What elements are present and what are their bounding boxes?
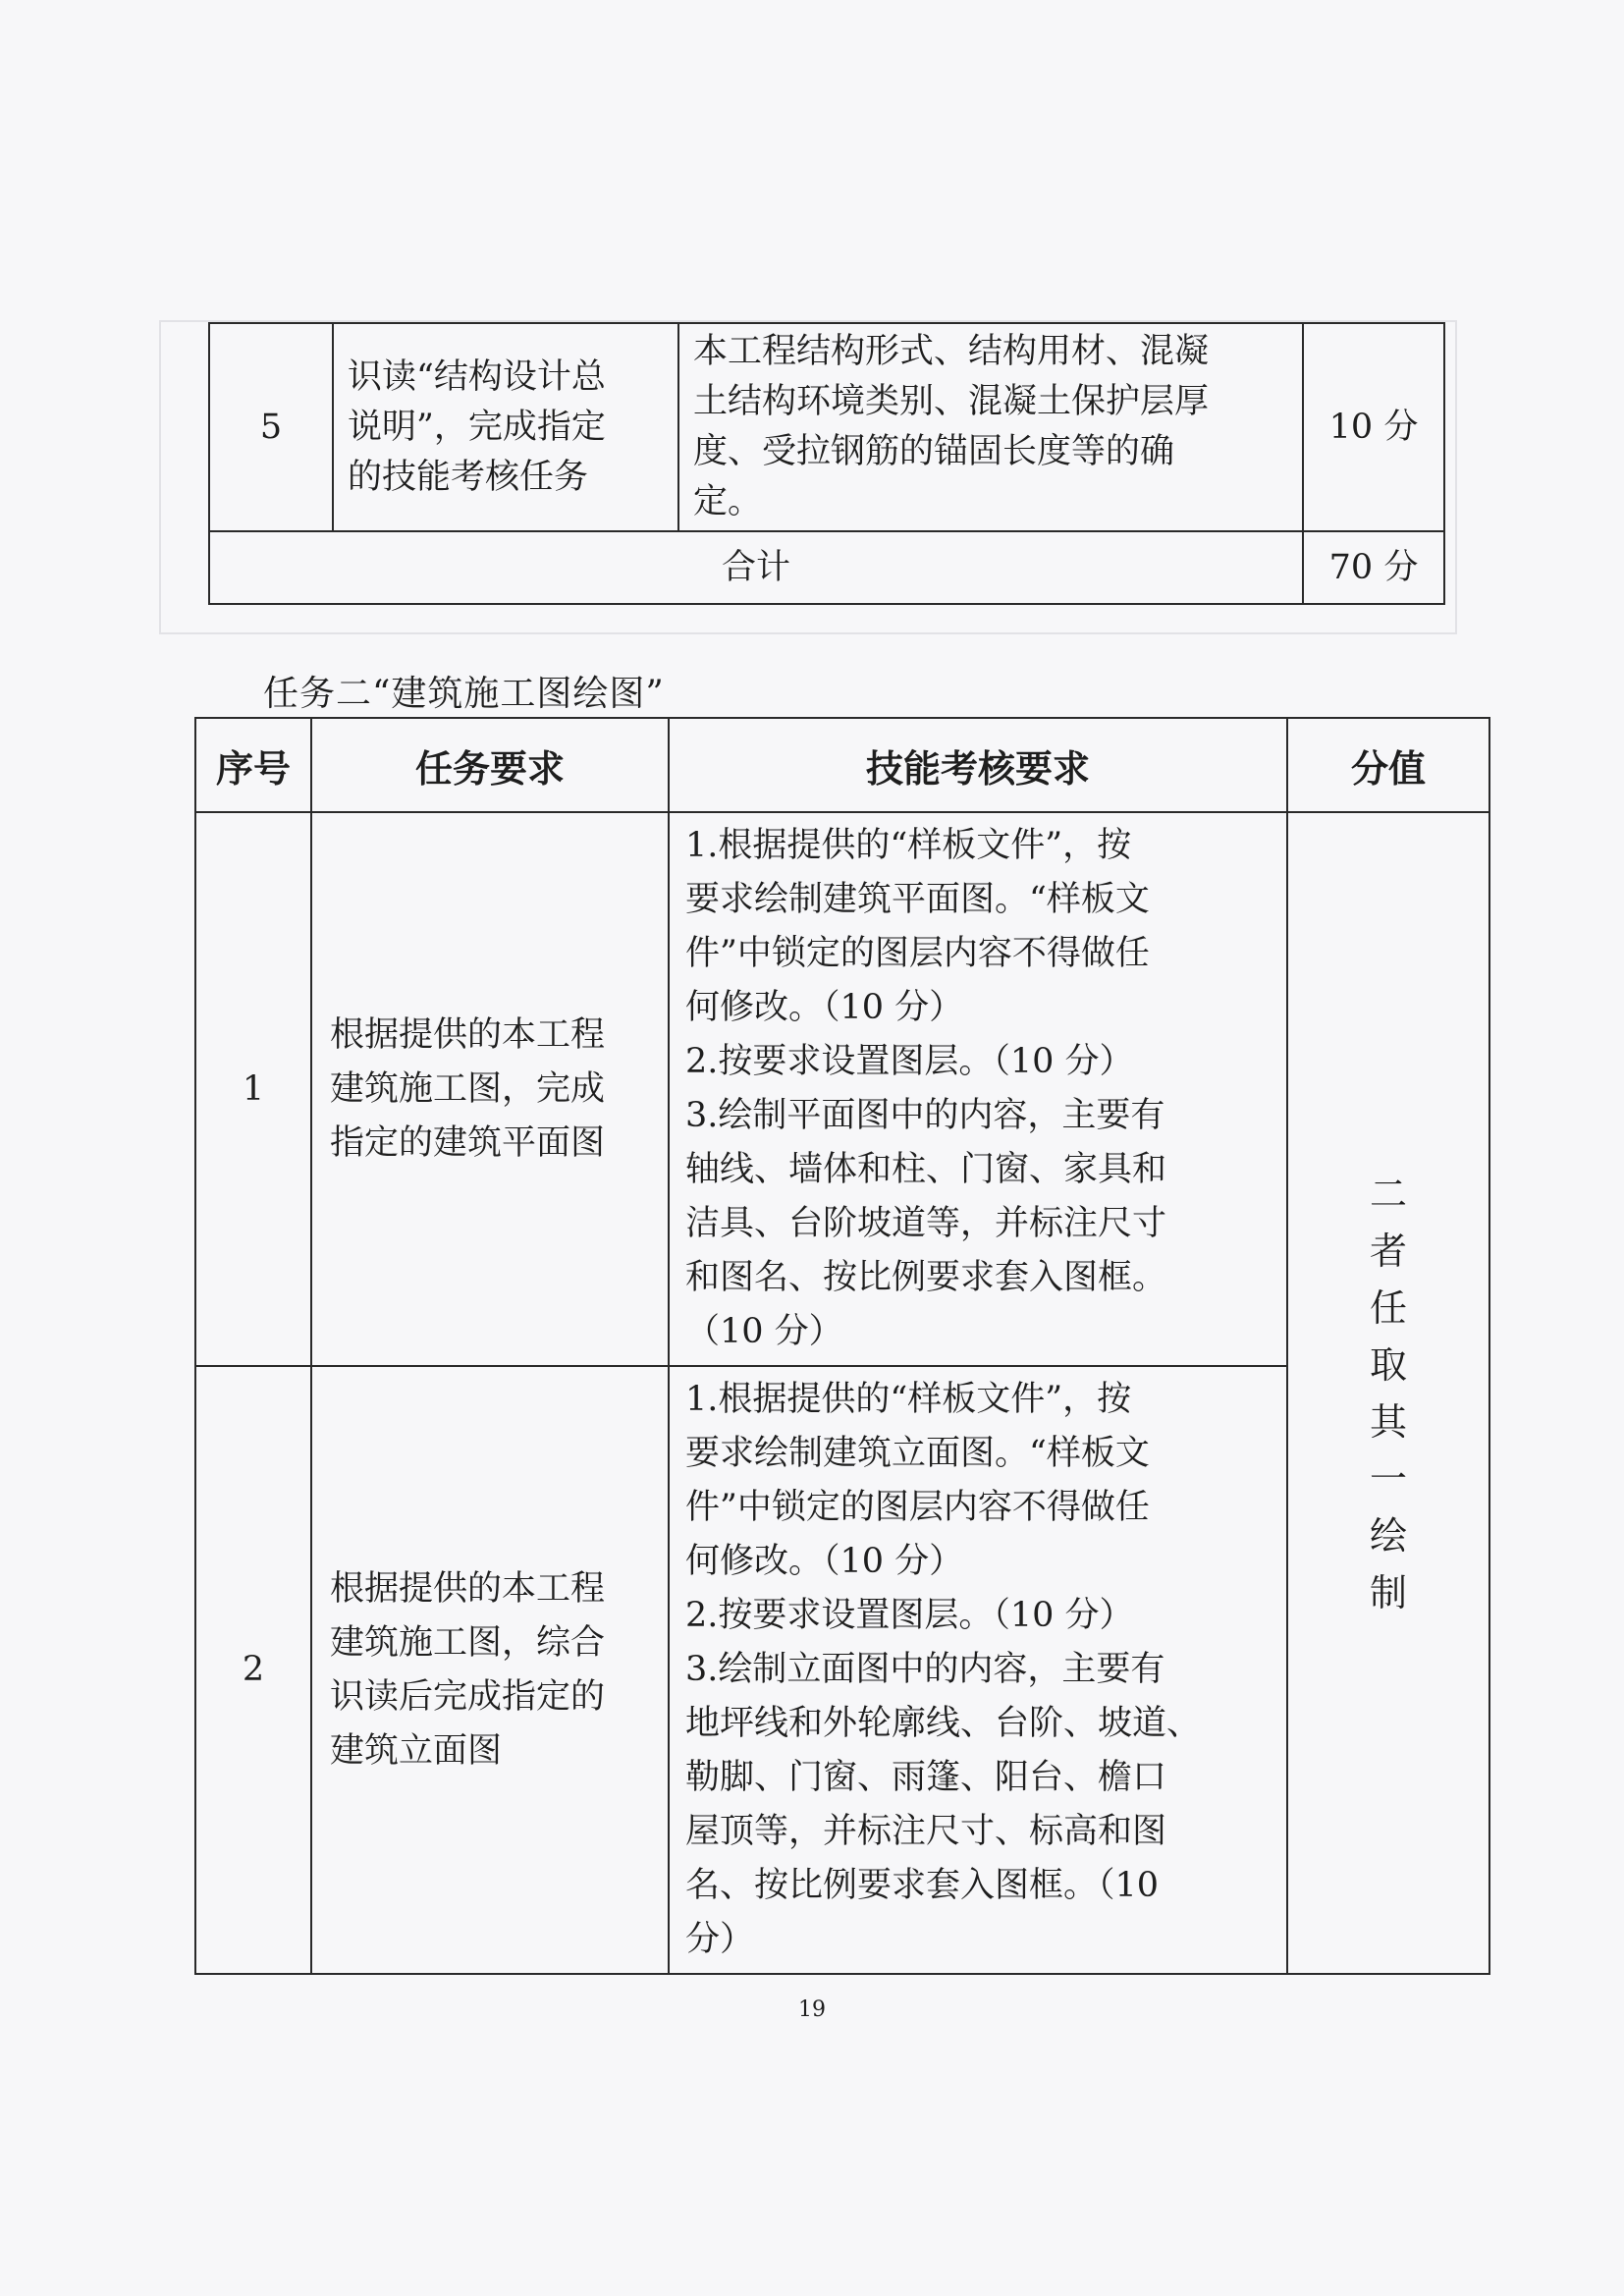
task-cell [311, 1366, 669, 1974]
task-line: 根据提供的本工程 [330, 1568, 606, 1609]
requirement-line: 本工程结构形式、结构用材、混凝 [693, 332, 1210, 371]
requirement-line: 1.根据提供的“样板文件”，按 [685, 826, 1132, 865]
task-line: 根据提供的本工程 [330, 1014, 606, 1055]
requirement-line: 地坪线和外轮廓线、台阶、坡道、 [685, 1704, 1202, 1743]
requirement-line: 分） [685, 1920, 755, 1959]
score-cell: 10 分 [1303, 323, 1444, 531]
score-char: 绘 [1369, 1513, 1407, 1558]
score-char: 取 [1369, 1342, 1407, 1387]
requirement-line: 洁具、台阶坡道等，并标注尺寸 [685, 1204, 1167, 1243]
task-line: 建筑施工图，综合 [330, 1622, 606, 1663]
requirement-line: 件”中锁定的图层内容不得做任 [685, 1488, 1150, 1527]
header-row [195, 718, 1489, 812]
task-line: 的技能考核任务 [348, 457, 589, 497]
seq-cell: 1 [195, 812, 311, 1366]
score-table-task-one-tail [208, 322, 1445, 605]
requirement-line: 和图名、按比例要求套入图框。 [685, 1258, 1167, 1297]
score-char: 一 [1369, 1456, 1407, 1501]
score-table-task-two [194, 717, 1490, 1975]
score-char: 制 [1369, 1570, 1407, 1614]
requirement-cell [669, 812, 1287, 1366]
requirement-line: 何修改。（10 分） [685, 988, 964, 1027]
requirement-line: 2.按要求设置图层。（10 分） [685, 1596, 1134, 1635]
page-number: 19 [798, 1997, 826, 2022]
score-merged-cell [1287, 812, 1489, 1974]
task-cell [333, 323, 678, 531]
requirement-line: 何修改。（10 分） [685, 1542, 964, 1581]
section-heading: 任务二“建筑施工图绘图” [263, 674, 665, 714]
requirement-line: 件”中锁定的图层内容不得做任 [685, 934, 1150, 973]
requirement-line: 3.绘制平面图中的内容，主要有 [685, 1096, 1165, 1135]
task-line: 说明”，完成指定 [348, 407, 606, 447]
task-line: 建筑施工图，完成 [330, 1068, 606, 1109]
table-row [195, 812, 1489, 1366]
requirement-line: 名、按比例要求套入图框。（10 [685, 1866, 1160, 1905]
total-row [209, 531, 1444, 604]
requirement-line: 1.根据提供的“样板文件”，按 [685, 1380, 1132, 1419]
requirement-line: 屋顶等，并标注尺寸、标高和图 [685, 1812, 1167, 1851]
requirement-line: 要求绘制建筑平面图。“样板文 [685, 880, 1150, 919]
task-line: 识读后完成指定的 [330, 1676, 606, 1717]
score-char: 其 [1369, 1399, 1407, 1444]
requirement-line: 3.绘制立面图中的内容，主要有 [685, 1650, 1165, 1689]
task-line: 指定的建筑平面图 [330, 1122, 606, 1163]
header-seq: 序号 [195, 718, 311, 812]
header-skill: 技能考核要求 [669, 718, 1287, 812]
total-label: 合计 [209, 531, 1303, 604]
score-char: 者 [1369, 1229, 1407, 1273]
header-task: 任务要求 [311, 718, 669, 812]
seq-cell: 2 [195, 1366, 311, 1974]
table-row [209, 323, 1444, 531]
requirement-line: 土结构环境类别、混凝土保护层厚 [693, 382, 1210, 421]
total-score: 70 分 [1303, 531, 1444, 604]
requirement-cell [669, 1366, 1287, 1974]
requirement-line: 度、受拉钢筋的锚固长度等的确 [693, 432, 1175, 471]
task-cell [311, 812, 669, 1366]
header-score: 分值 [1287, 718, 1489, 812]
requirement-line: （10 分） [685, 1312, 843, 1351]
requirement-line: 轴线、墙体和柱、门窗、家具和 [685, 1150, 1167, 1189]
task-line: 建筑立面图 [330, 1730, 503, 1771]
requirement-line: 定。 [693, 482, 763, 521]
score-char: 二 [1369, 1172, 1407, 1216]
requirement-line: 要求绘制建筑立面图。“样板文 [685, 1434, 1150, 1473]
seq-cell: 5 [209, 323, 333, 531]
task-line: 识读“结构设计总 [348, 356, 606, 397]
requirement-cell [678, 323, 1303, 531]
score-char: 任 [1369, 1285, 1407, 1330]
requirement-line: 勒脚、门窗、雨篷、阳台、檐口 [685, 1758, 1167, 1797]
requirement-line: 2.按要求设置图层。（10 分） [685, 1042, 1134, 1081]
